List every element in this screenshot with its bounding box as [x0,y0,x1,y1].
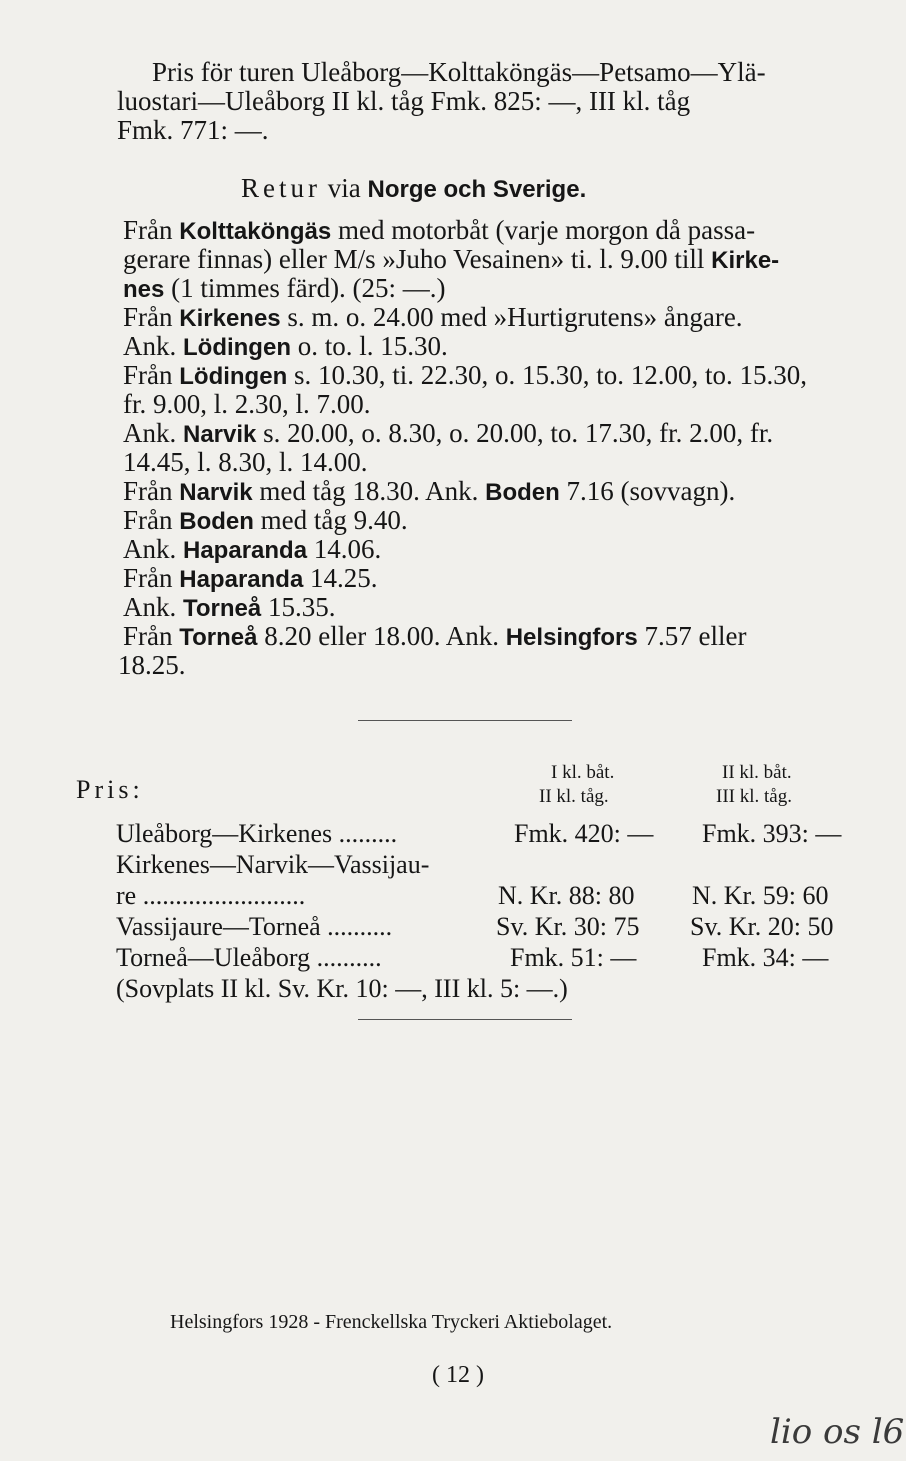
text: o. to. l. 15.30. [290,331,448,361]
page-number: ( 12 ) [432,1362,484,1388]
place-name: Kirke- [711,247,780,274]
column-header: I kl. båt. [551,762,615,783]
price-label: Pris: [76,775,144,804]
place-name: nes [123,276,165,303]
text: gerare finnas) eller M/s »Juho Vesainen» ti. l. 9.00 till [123,244,712,274]
price-cell: Fmk. 51: — [510,943,637,972]
divider [358,720,572,721]
route: Kirkenes—Narvik—Vassijau- [116,850,430,879]
table-row [76,973,876,1004]
text: med motorbåt (varje morgon då passa- [331,215,756,245]
text: Från [123,360,180,390]
intro-paragraph [117,57,766,145]
text: Från [123,505,180,535]
text: s. m. o. 24.00 med »Hurtigrutens» ångare. [280,302,743,332]
route: re [116,881,137,910]
route: Vassijaure—Torneå [116,912,321,941]
retur-word: Retur [241,173,321,203]
intro-line: Pris för turen Uleåborg—Kolttaköngäs—Petsamo—Ylä- [152,57,766,87]
route: Uleåborg—Kirkenes [116,819,333,848]
price-cell: Fmk. 420: — [514,819,654,848]
text: med tåg 18.30. Ank. [252,476,486,506]
text: s. 20.00, o. 8.30, o. 20.00, to. 17.30, fr. 2.00, fr. [256,418,774,448]
text: 7.16 (sovvagn). [559,476,736,506]
text: Från [123,563,180,593]
text: Från [123,621,180,651]
price-table-header [76,762,876,818]
text: 8.20 eller 18.00. Ank. [257,621,506,651]
place-name: Boden [485,479,560,506]
leader-dots: ......................... [136,881,306,910]
place-name: Lödingen [179,363,288,390]
price-cell: Sv. Kr. 30: 75 [496,912,640,941]
handwritten-note: lio os l6 [770,1412,905,1452]
leader-dots: ......... [332,819,398,848]
price-table [76,762,876,1004]
table-row [76,911,876,942]
printer-imprint: Helsingfors 1928 - Frenckellska Tryckeri Aktiebolaget. [170,1311,613,1333]
column-header: III kl. tåg. [716,786,792,807]
price-cell: N. Kr. 88: 80 [498,881,635,910]
text: 14.45, l. 8.30, l. 14.00. [123,447,368,477]
place-name: Boden [179,508,254,535]
sleeper-note: (Sovplats II kl. Sv. Kr. 10: —, III kl. 5: —.) [116,974,568,1003]
text: Från [123,215,180,245]
text: Från [123,476,180,506]
text: 14.25. [303,563,378,593]
itinerary [118,215,807,680]
text: (1 timmes färd). (25: —.) [164,273,446,303]
price-cell: Fmk. 34: — [702,943,829,972]
retur-countries: Norge och Sverige. [367,176,587,203]
table-row [76,849,876,880]
price-cell: Sv. Kr. 20: 50 [690,912,834,941]
leader-dots: .......... [320,912,393,941]
retur-heading [241,174,586,203]
text: 15.35. [261,592,336,622]
text: Från [123,302,180,332]
retur-via: via [321,173,368,203]
price-cell: Fmk. 393: — [702,819,842,848]
place-name: Narvik [183,421,257,448]
text: fr. 9.00, l. 2.30, l. 7.00. [123,389,371,419]
place-name: Kirkenes [179,305,281,332]
place-name: Narvik [179,479,253,506]
text: s. 10.30, ti. 22.30, o. 15.30, to. 12.00, to. 15.30, [287,360,807,390]
text: Ank. [123,534,183,564]
intro-line: Fmk. 771: —. [117,115,269,145]
place-name: Haparanda [179,566,304,593]
table-row [76,942,876,973]
intro-line: luostari—Uleåborg II kl. tåg Fmk. 825: —, III kl. tåg [117,86,691,116]
table-row [76,880,876,911]
text: Ank. [123,592,183,622]
text: Ank. [123,418,183,448]
place-name: Helsingfors [505,624,638,651]
divider [358,1019,572,1020]
column-header: II kl. båt. [722,762,792,783]
text: 14.06. [307,534,382,564]
place-name: Torneå [179,624,258,651]
table-row [76,818,876,849]
text: Ank. [123,331,183,361]
text: 7.57 eller [637,621,747,651]
price-cell: N. Kr. 59: 60 [692,881,829,910]
place-name: Torneå [183,595,262,622]
leader-dots: .......... [310,943,382,972]
route: Torneå—Uleåborg [116,943,311,972]
place-name: Lödingen [183,334,291,361]
column-header: II kl. tåg. [539,786,609,807]
text: med tåg 9.40. [253,505,408,535]
place-name: Kolttaköngäs [179,218,332,245]
place-name: Haparanda [183,537,308,564]
text: 18.25. [118,650,186,680]
